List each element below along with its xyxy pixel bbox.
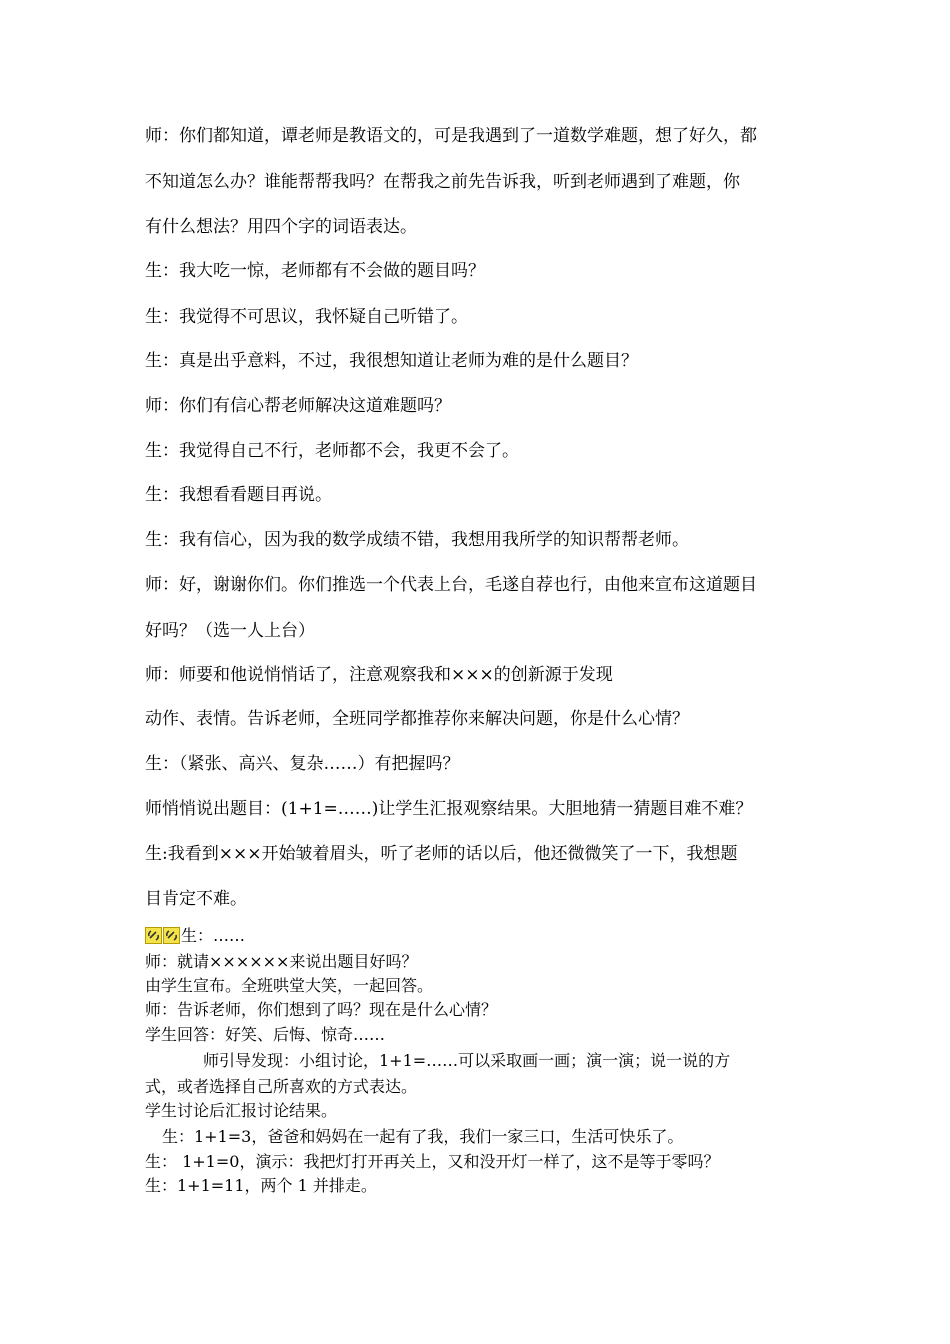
text-line: 有什么想法？用四个字的词语表达。 [145, 217, 417, 237]
text-line: 好吗？（选一人上台） [145, 621, 315, 641]
text-line: 生：我想看看题目再说。 [145, 485, 332, 505]
text-line: 师悄悄说出题目：(1+1=……)让学生汇报观察结果。大胆地猜一猜题目难不难？ [145, 799, 753, 819]
text-line: 师：就请××××××来说出题目好吗？ [145, 952, 418, 971]
text-line: 师：告诉老师，你们想到了吗？现在是什么心情？ [145, 1000, 498, 1019]
text-line: 师引导发现：小组讨论，1+1=……可以采取画一画；演一演；说一说的方 [203, 1051, 731, 1070]
text-line: 由学生宣布。全班哄堂大笑，一起回答。 [145, 976, 434, 995]
text-line: 生：1+1=11，两个 1 并排走。 [145, 1176, 377, 1195]
text-line: 学生讨论后汇报讨论结果。 [145, 1101, 338, 1120]
link-icon [145, 927, 162, 944]
text-line: 不知道怎么办？谁能帮帮我吗？在帮我之前先告诉我，听到老师遇到了难题，你 [145, 172, 740, 192]
text-line: 生:我看到×××开始皱着眉头，听了老师的话以后，他还微微笑了一下，我想题 [145, 844, 738, 864]
text-line: 师：你们都知道，谭老师是教语文的，可是我遇到了一道数学难题，想了好久，都 [145, 126, 757, 146]
text-line: 生：我有信心，因为我的数学成绩不错，我想用我所学的知识帮帮老师。 [145, 530, 689, 550]
text-segment: 生：…… [181, 926, 246, 945]
text-line: 学生回答：好笑、后悔、惊奇…… [145, 1025, 386, 1044]
text-line: 生： 1+1=0，演示：我把灯打开再关上，又和没开灯一样了，这不是等于零吗？ [145, 1152, 720, 1171]
text-line-with-icons [145, 926, 245, 946]
text-line: 师：你们有信心帮老师解决这道难题吗？ [145, 396, 451, 416]
link-icon [163, 927, 180, 944]
text-line: 师：好，谢谢你们。你们推选一个代表上台，毛遂自荐也行，由他来宣布这道题目 [145, 575, 757, 595]
text-line: 师：师要和他说悄悄话了，注意观察我和×××的创新源于发现 [145, 665, 613, 685]
text-line: 生：真是出乎意料，不过，我很想知道让老师为难的是什么题目？ [145, 351, 638, 371]
text-line: 生：我觉得自己不行，老师都不会，我更不会了。 [145, 441, 519, 461]
text-line: 式，或者选择自己所喜欢的方式表达。 [145, 1077, 418, 1096]
text-line: 目肯定不难。 [145, 889, 247, 909]
text-line: 动作、表情。告诉老师，全班同学都推荐你来解决问题，你是什么心情？ [145, 709, 689, 729]
text-line: 生：我觉得不可思议，我怀疑自己听错了。 [145, 307, 468, 327]
text-line: 生：1+1=3，爸爸和妈妈在一起有了我，我们一家三口，生活可快乐了。 [162, 1127, 684, 1146]
text-line: 生：我大吃一惊，老师都有不会做的题目吗？ [145, 261, 485, 281]
text-line: 生：（紧张、高兴、复杂……）有把握吗？ [145, 754, 460, 774]
